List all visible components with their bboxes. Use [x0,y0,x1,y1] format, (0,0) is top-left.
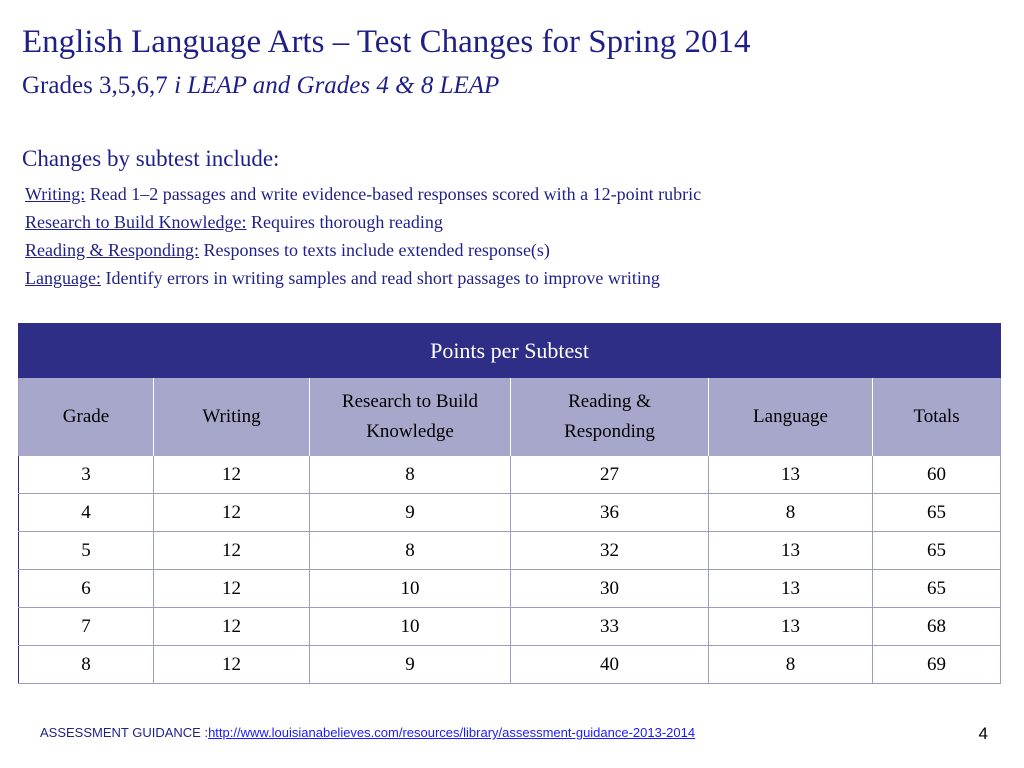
change-item-writing [25,180,701,208]
table-cell: 36 [511,494,709,532]
change-item-research [25,208,701,236]
table-caption: Points per Subtest [19,324,1001,378]
change-label: Language: [25,268,101,288]
table-row [19,532,1001,570]
table-cell: 12 [154,494,310,532]
table-cell: 12 [154,456,310,494]
footer-label: ASSESSMENT GUIDANCE : [40,725,209,740]
table-cell: 32 [511,532,709,570]
table-cell: 27 [511,456,709,494]
column-header-row [19,378,1001,457]
table-cell: 10 [310,608,511,646]
change-text: Requires thorough reading [246,212,443,232]
subtitle-plain: Grades 3,5,6,7 [22,72,175,99]
column-header: Grade [19,378,154,457]
subtitle-italic: i LEAP and Grades 4 & 8 LEAP [174,72,500,99]
points-table [18,323,1001,684]
table-cell: 65 [873,570,1001,608]
table-row [19,646,1001,684]
column-header: Reading & Responding [511,378,709,457]
table-cell: 12 [154,646,310,684]
change-label: Reading & Responding: [25,240,199,260]
change-text: Identify errors in writing samples and read short passages to improve writing [100,268,660,288]
table-cell: 13 [709,608,873,646]
table-cell: 12 [154,608,310,646]
changes-list [25,180,701,292]
changes-heading: Changes by subtest include: [22,146,280,171]
table-cell: 69 [873,646,1001,684]
table-cell: 5 [19,532,154,570]
table-cell: 9 [310,494,511,532]
footer [40,725,695,740]
table-caption-row [19,324,1001,378]
table-cell: 65 [873,494,1001,532]
change-item-language [25,264,701,292]
table-cell: 8 [310,532,511,570]
table-cell: 8 [310,456,511,494]
table-cell: 68 [873,608,1001,646]
change-text: Responses to texts include extended response(s) [199,240,550,260]
change-text: Read 1–2 passages and write evidence-based responses scored with a 12-point rubric [85,184,702,204]
table-cell: 10 [310,570,511,608]
table-cell: 8 [709,646,873,684]
table-row [19,608,1001,646]
table-cell: 33 [511,608,709,646]
table-row [19,456,1001,494]
table-cell: 8 [19,646,154,684]
change-label: Research to Build Knowledge: [25,212,247,232]
table-cell: 9 [310,646,511,684]
table-row [19,494,1001,532]
table-cell: 65 [873,532,1001,570]
table-cell: 4 [19,494,154,532]
column-header: Research to Build Knowledge [310,378,511,457]
table-cell: 7 [19,608,154,646]
assessment-guidance-link[interactable]: http://www.louisianabelieves.com/resources/library/assessment-guidance-2013-2014 [208,725,696,740]
slide-subtitle [22,72,499,100]
change-label: Writing: [25,184,86,204]
table-cell: 12 [154,532,310,570]
table-cell: 30 [511,570,709,608]
table-cell: 60 [873,456,1001,494]
table-cell: 6 [19,570,154,608]
table-cell: 3 [19,456,154,494]
table-cell: 13 [709,456,873,494]
table-cell: 13 [709,570,873,608]
column-header: Totals [873,378,1001,457]
change-item-reading [25,236,701,264]
page-number: 4 [978,724,988,743]
table-row [19,570,1001,608]
column-header: Language [709,378,873,457]
table-cell: 13 [709,532,873,570]
table-cell: 40 [511,646,709,684]
slide-title: English Language Arts – Test Changes for Spring 2014 [22,24,751,60]
column-header: Writing [154,378,310,457]
table-cell: 8 [709,494,873,532]
table-cell: 12 [154,570,310,608]
